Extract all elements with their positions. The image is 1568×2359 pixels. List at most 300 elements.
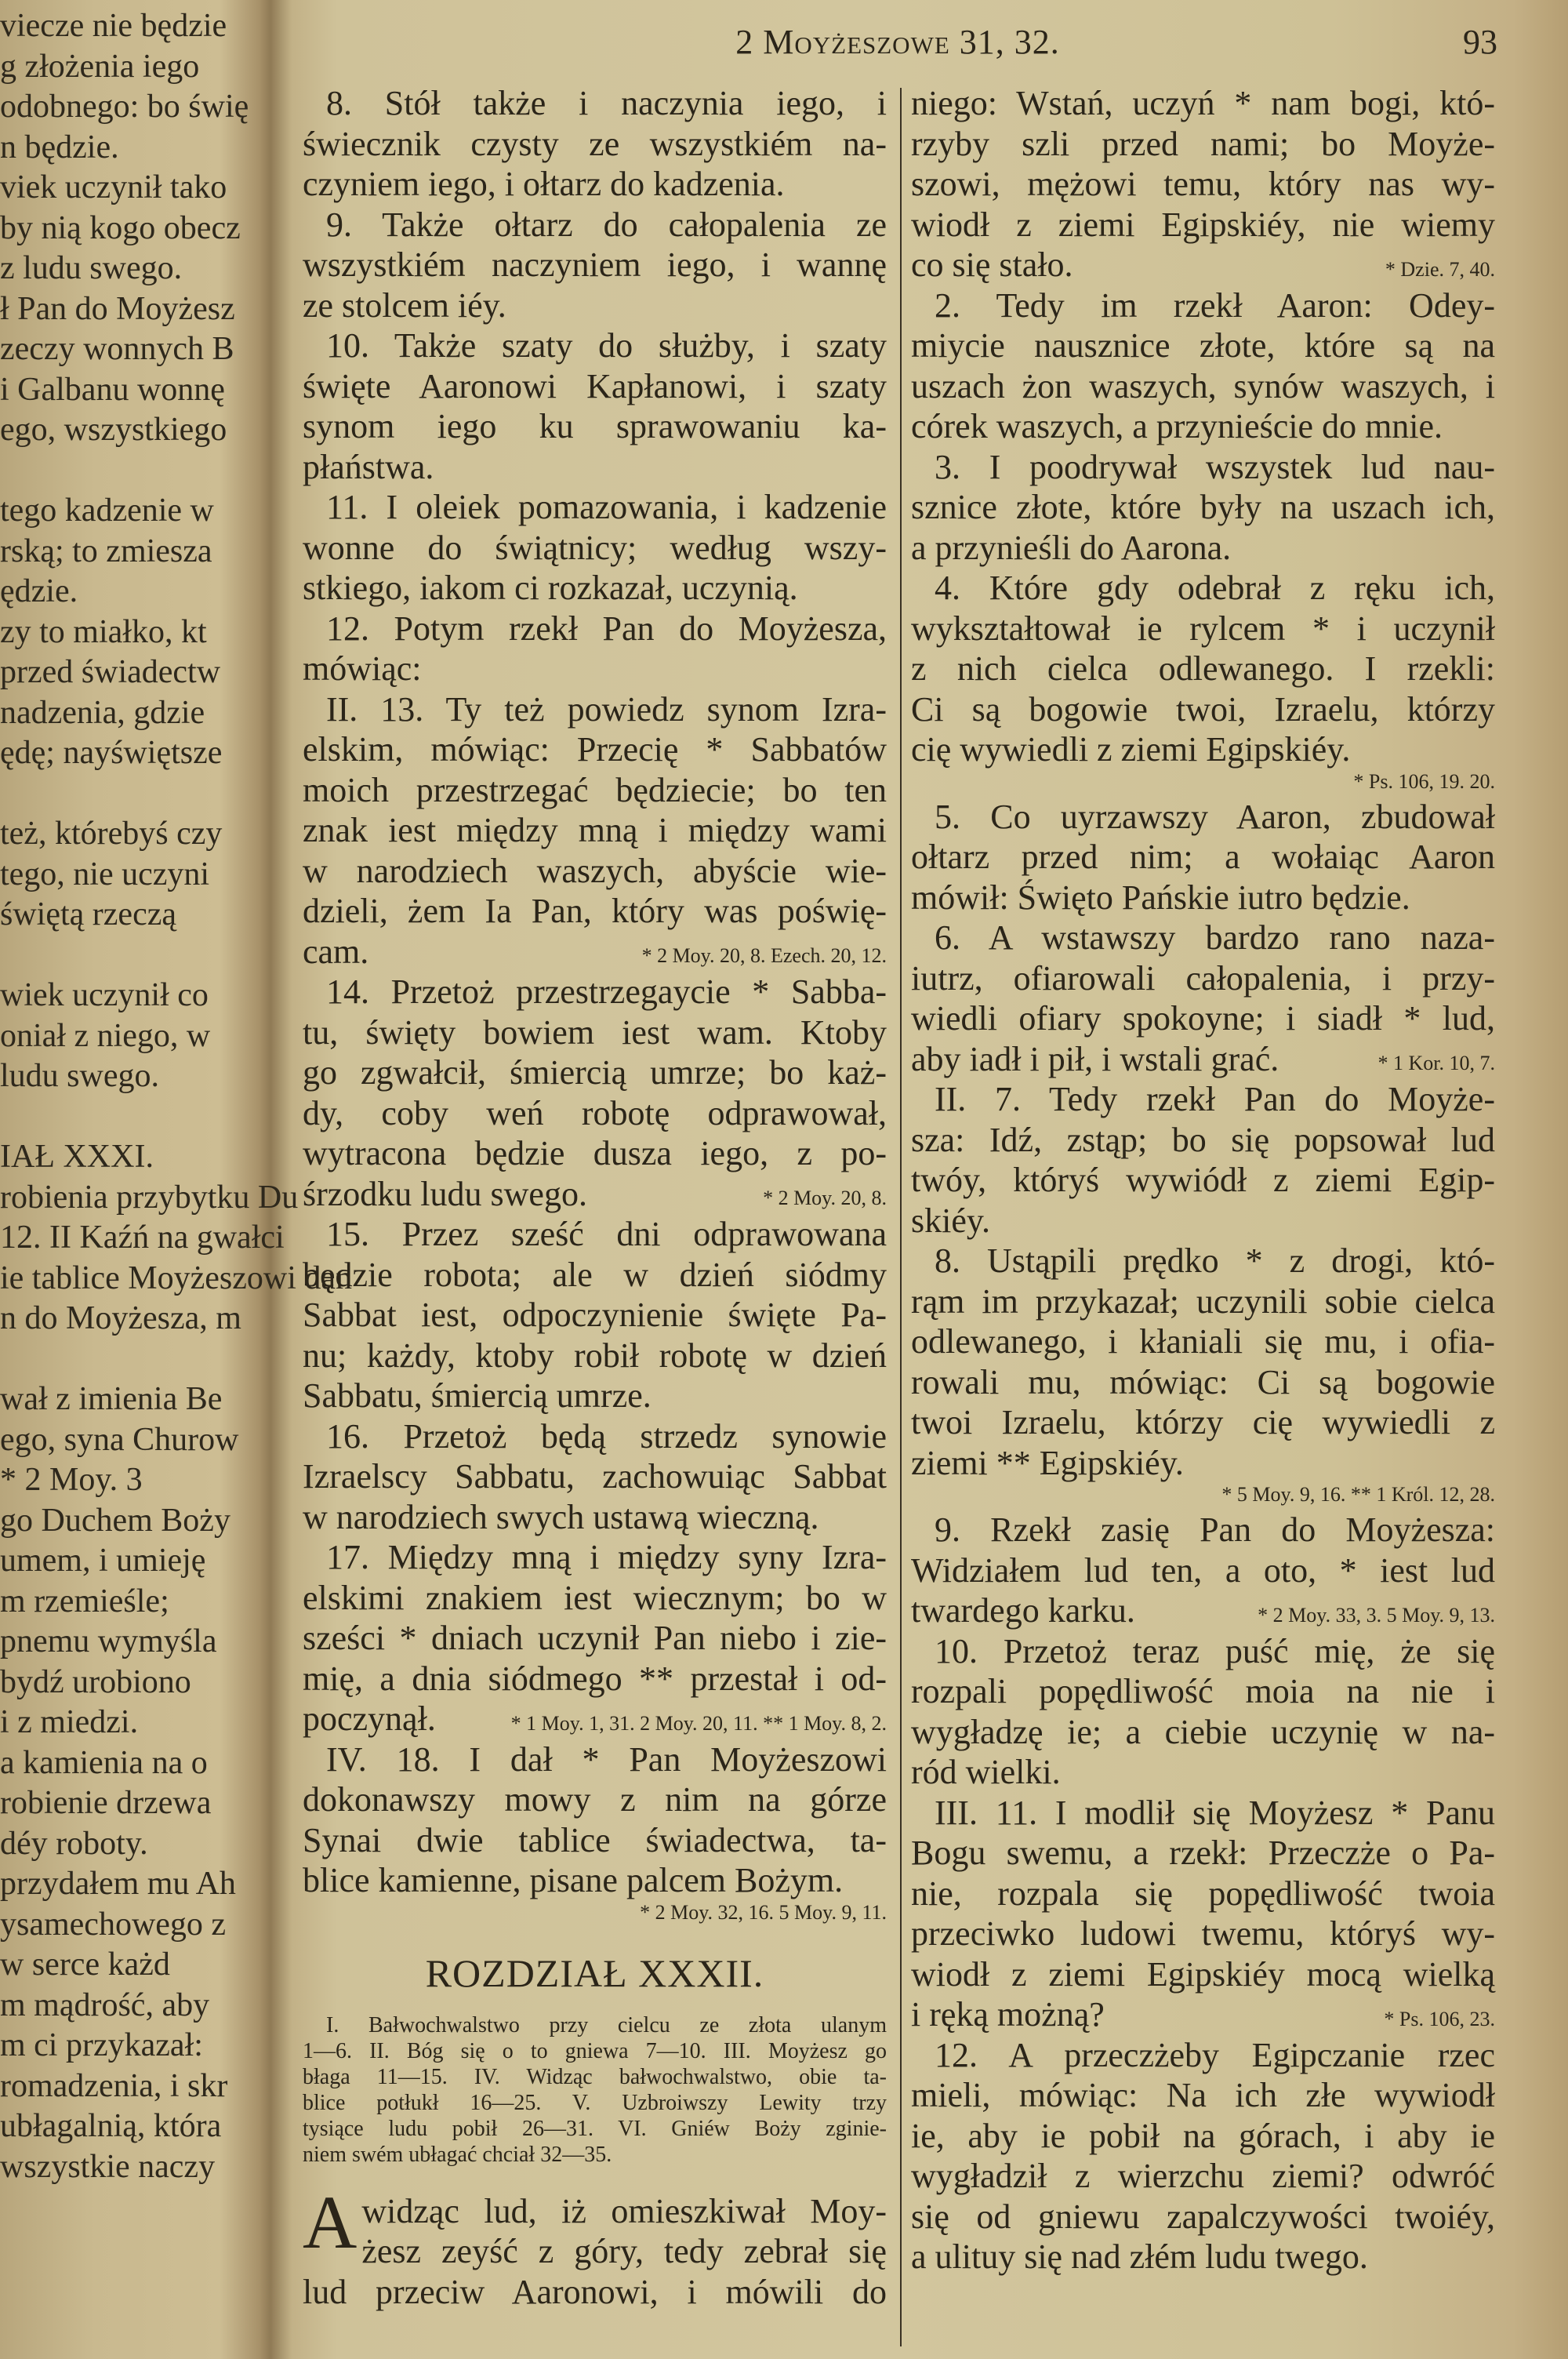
verse-line	[303, 1174, 887, 1215]
verse-text: miycie nausznice złote, które są na	[911, 326, 1495, 365]
verse-text: mię, a dnia siódmego ** przestał i od-	[303, 1659, 887, 1698]
fragment-line: w serce każd	[0, 1946, 170, 1983]
verse-line	[911, 609, 1495, 649]
verse-text: córek waszych, a przynieście do mnie.	[911, 407, 1443, 445]
verse-text: uszach żon waszych, synów waszych, i	[911, 366, 1495, 405]
fragment-line: z ludu swego.	[0, 250, 183, 286]
verse-text: Ci są bogowie twoi, Izraelu, którzy	[911, 689, 1495, 729]
fragment-line: świętą rzeczą	[0, 896, 176, 932]
verse-text: wszystkiém naczyniem iego, i wannę	[303, 245, 887, 284]
verse-text: 3. I poodrywał wszystek lud nau-	[935, 447, 1495, 486]
fragment-line: go Duchem Boży	[0, 1502, 230, 1539]
fragment-line: przed świadectw	[0, 654, 221, 690]
verse-text: twoi Izraelu, którzy cię wywiedli z	[911, 1403, 1495, 1441]
verse-text: w narodziech waszych, abyście wie-	[303, 851, 887, 890]
verse-line	[361, 2231, 887, 2272]
verse-text: żesz zeyść z góry, tedy zebrał się	[361, 2232, 887, 2270]
verse-text: w narodziech swych ustawą wieczną.	[303, 1497, 819, 1536]
fragment-line: ego, syna Churow	[0, 1421, 239, 1458]
verse-line	[911, 2116, 1495, 2157]
verse-line	[303, 1093, 887, 1134]
verse-text: 11. I oleiek pomazowania, i kadzenie	[326, 488, 887, 526]
verse-text: iutrz, ofiarowali całopalenia, i przy-	[911, 958, 1495, 998]
fragment-line: robienie drzewa	[0, 1785, 212, 1821]
verse-text: płaństwa.	[303, 447, 434, 486]
verse-text: się od gniewu zapalczywości twoiéy,	[911, 2197, 1495, 2236]
chapter-summary	[303, 2012, 887, 2168]
verse-text: ze stolcem iéy.	[303, 285, 506, 325]
verse-line	[303, 972, 887, 1012]
verse-text: wygładzę ie; a ciebie uczynię w na-	[911, 1712, 1495, 1751]
verse-line	[911, 1281, 1495, 1322]
cross-reference: * 2 Moy. 33, 3. 5 Moy. 9, 13.	[1258, 1603, 1495, 1627]
verse-line	[303, 851, 887, 892]
verse-paragraph	[303, 487, 887, 609]
verse-text: wykształtował ie rylcem * i uczynił	[911, 609, 1495, 648]
verse-text: 14. Przetoż przestrzegaycie * Sabba-	[326, 972, 887, 1011]
verse-paragraph	[911, 797, 1495, 918]
verse-text: mówił: Święto Pańskie iutro będzie.	[911, 878, 1410, 917]
verse-line	[911, 1631, 1495, 1672]
fragment-line	[0, 936, 256, 976]
verse-paragraph	[303, 205, 887, 326]
verse-line	[911, 124, 1495, 165]
fragment-line: wszystkie naczy	[0, 2148, 216, 2185]
verse-line	[303, 2272, 887, 2313]
verse-paragraph	[911, 1241, 1495, 1510]
fragment-line: rską; to zmiesza	[0, 533, 212, 569]
verse-line	[911, 245, 1495, 285]
fragment-line: wiek uczynił co	[0, 977, 209, 1013]
verse-paragraph	[303, 972, 887, 1214]
verse-line	[911, 1590, 1495, 1631]
fragment-line	[0, 451, 256, 492]
verse-text: Widziałem lud ten, a oto, * iest lud	[911, 1550, 1495, 1590]
running-title: 2 Moyżeszowe 31, 32.	[735, 23, 1060, 61]
verse-paragraph	[911, 568, 1495, 797]
verse-line	[361, 2191, 887, 2232]
verse-text: wygładził z wierzchu ziemi? odwróć	[911, 2157, 1495, 2195]
verse-paragraph	[303, 83, 887, 205]
column-divider	[900, 88, 902, 2346]
verse-text: 16. Przetoż będą strzedz synowie	[326, 1416, 887, 1456]
verse-text: z nich cielca odlewanego. I rzekli:	[911, 649, 1495, 688]
verse-line	[911, 1994, 1495, 2035]
right-column	[911, 83, 1495, 2277]
page-number: 93	[1463, 23, 1497, 61]
verse-line	[911, 1321, 1495, 1362]
chapter-heading: ROZDZIAŁ XXXII.	[425, 1950, 764, 1995]
fragment-line: zeczy wonnych B	[0, 331, 234, 367]
verse-line	[303, 447, 887, 488]
verse-paragraph	[303, 1416, 887, 1538]
verse-line	[911, 1833, 1495, 1874]
fragment-line: pnemu wymyśla	[0, 1623, 217, 1659]
verse-text: mieli, mówiąc: Na ich złe wywiodł	[911, 2076, 1495, 2114]
verse-line	[303, 1336, 887, 1376]
fragment-line: 12. II Kaźń na gwałci	[0, 1219, 285, 1256]
verse-text: II. 13. Ty też powiedz synom Izra-	[326, 689, 887, 729]
verse-line	[303, 770, 887, 811]
verse-text: 8. Stół także i naczynia iego, i	[326, 84, 887, 122]
verse-text: nie, rozpala się popędliwość twoia	[911, 1874, 1495, 1913]
verse-text: twardego karku.	[911, 1591, 1135, 1630]
fragment-line: ysamechowego z	[0, 1906, 227, 1943]
verse-text: rozpali popędliwość moia na nie i	[911, 1672, 1495, 1710]
verse-text: skiéy.	[911, 1201, 991, 1240]
verse-line	[911, 487, 1495, 528]
cross-reference: * 1 Kor. 10, 7.	[1377, 1052, 1495, 1074]
fragment-line: * 2 Moy. 3	[0, 1462, 143, 1498]
fragment-line: tego kadzenie w	[0, 493, 214, 529]
verse-line	[911, 366, 1495, 407]
fragment-line: też, którebyś czy	[0, 816, 223, 852]
verse-text: a przynieśli do Aarona.	[911, 528, 1232, 567]
verse-line	[911, 1550, 1495, 1591]
summary-line: 1—6. II. Bóg się o to gniewa 7—10. III. Moyżesz go	[303, 2038, 887, 2063]
verse-line	[303, 689, 887, 730]
cross-reference: * 1 Moy. 1, 31. 2 Moy. 20, 11. ** 1 Moy. 8, 2.	[510, 1711, 887, 1735]
verse-line	[911, 83, 1495, 124]
verse-line	[911, 1752, 1495, 1793]
fragment-line: ędę; nayświętsze	[0, 735, 223, 771]
verse-text: będzie robota; ale w dzień siódmy	[303, 1255, 887, 1294]
verse-line	[303, 83, 887, 124]
summary-line: I. Bałwochwalstwo przy cielcu ze złota ulanym	[326, 2012, 887, 2037]
verse-line	[911, 958, 1495, 999]
verse-paragraph	[911, 918, 1495, 1079]
verse-paragraph	[303, 325, 887, 487]
fragment-line: tego, nie uczyni	[0, 856, 210, 892]
summary-line: błaga 11—15. IV. Widząc bałwochwalstwo, obie ta-	[303, 2064, 887, 2089]
verse-line	[911, 1402, 1495, 1443]
verse-line	[911, 689, 1495, 730]
verse-text: sześci * dniach uczynił Pan niebo i zie-	[303, 1619, 887, 1657]
verse-text: tu, święty bowiem iest wam. Ktoby	[303, 1012, 887, 1052]
verse-text: dokonawszy mowy z nim na górze	[303, 1780, 887, 1819]
verse-text: Izraelscy Sabbatu, zachowuiąc Sabbat	[303, 1457, 887, 1496]
verse-line	[303, 406, 887, 447]
verse-text: IV. 18. I dał * Pan Moyżeszowi	[326, 1739, 887, 1779]
verse-line	[303, 487, 887, 528]
verse-line	[303, 1012, 887, 1053]
verse-line	[911, 1954, 1495, 1995]
fragment-line: m mądrość, aby	[0, 1986, 210, 2023]
verse-text: śrzodku ludu swego.	[303, 1174, 587, 1213]
verse-line	[303, 891, 887, 932]
verse-text: rąm im przykazał; uczynili sobie cielca	[911, 1281, 1495, 1321]
verse-line	[303, 1618, 887, 1659]
verse-text: 8. Ustąpili prędko * z drogi, któ-	[935, 1241, 1495, 1280]
fragment-line	[0, 1339, 256, 1380]
fragment-line: przydałem mu Ah	[0, 1866, 236, 1902]
verse-text: widząc lud, iż omieszkiwał Moy-	[361, 2191, 887, 2230]
verse-text: 15. Przez sześć dni odprawowana	[326, 1215, 887, 1253]
verse-text: 10. Także szaty do służby, i szaty	[326, 326, 887, 365]
verse-text: nu; każdy, ktoby robił robotę w dzień	[303, 1336, 887, 1375]
verse-line	[303, 325, 887, 366]
fragment-line: ie tablice Moyżeszowi dan	[0, 1259, 352, 1296]
verse-line	[911, 205, 1495, 245]
verse-text: ziemi ** Egipskiéy.	[911, 1443, 1184, 1482]
fragment-line: ędzie.	[0, 573, 78, 609]
verse-text: 17. Między mną i między syny Izra-	[326, 1538, 887, 1576]
fragment-line: viek uczynił tako	[0, 169, 227, 205]
fragment-line: romadzenia, i skr	[0, 2067, 228, 2104]
verse-text: świecznik czysty ze wszystkiém na-	[303, 124, 887, 163]
verse-line	[911, 1914, 1495, 1954]
verse-text: mówiąc:	[303, 649, 422, 688]
verse-line	[303, 245, 887, 285]
verse-text: Sabbat iest, odpoczynienie święte Pa-	[303, 1296, 887, 1334]
verse-line	[911, 164, 1495, 205]
verse-text: cię wywiedli z ziemi Egipskiéy.	[911, 730, 1351, 769]
fragment-line	[0, 774, 256, 815]
running-header	[298, 22, 1497, 69]
verse-line	[303, 1739, 887, 1780]
verse-paragraph	[303, 689, 887, 972]
verse-text: a ulituy się nad złém ludu twego.	[911, 2237, 1368, 2276]
verse-text: Bogu swemu, a rzekł: Przeczże o Pa-	[911, 1834, 1495, 1872]
verse-line	[303, 568, 887, 609]
verse-text: Synai dwie tablice świadectwa, ta-	[303, 1820, 887, 1859]
fragment-line: umem, i umieję	[0, 1543, 206, 1579]
verse-line	[303, 1860, 887, 1901]
verse-line	[303, 205, 887, 245]
verse-paragraph	[911, 1631, 1495, 1793]
verse-paragraph	[911, 83, 1495, 285]
verse-text: przeciwko ludowi twemu, któryś wy-	[911, 1914, 1495, 1953]
verse-line	[911, 1362, 1495, 1403]
verse-text: wiedli ofiary spokoyne; i siadł * lud,	[911, 999, 1495, 1038]
fragment-line	[0, 1097, 256, 1138]
verse-line	[911, 2075, 1495, 2116]
verse-text: moich przestrzegać będziecie; bo ten	[303, 770, 887, 809]
verse-text: ie, aby ie pobił na górach, i aby ie	[911, 2116, 1495, 2155]
verse-text: lud przeciw Aaronowi, i mówili do	[303, 2272, 887, 2311]
verse-line	[911, 1793, 1495, 1834]
verse-text: elskimi znakiem iest wiecznym; bo w	[303, 1578, 887, 1617]
verse-paragraph	[303, 1739, 887, 1928]
verse-text: stkiego, iakom ci rozkazał, uczynią.	[303, 569, 798, 607]
fragment-line: odobnego: bo świę	[0, 89, 249, 125]
verse-line	[911, 1712, 1495, 1753]
verse-line	[911, 1874, 1495, 1914]
verse-text: ród wielki.	[911, 1753, 1061, 1791]
verse-text: 4. Które gdy odebrał z ręku ich,	[935, 569, 1495, 607]
verse-line	[911, 2197, 1495, 2237]
fragment-line: m rzemieśle;	[0, 1583, 169, 1619]
verse-text: aby iadł i pił, i wstali grać.	[911, 1039, 1279, 1078]
fragment-line: n do Moyżesza, m	[0, 1300, 241, 1336]
cross-reference: * 2 Moy. 32, 16. 5 Moy. 9, 11.	[640, 1900, 887, 1924]
verse-text: czyniem iego, i ołtarz do kadzenia.	[303, 165, 785, 203]
verse-text: 10. Przetoż teraz puść mię, że się	[935, 1631, 1495, 1670]
summary-line: blice potłukł 16—25. V. Uzbroiwszy Lewity trzy	[303, 2090, 887, 2115]
fragment-line: bydź urobiono	[0, 1663, 191, 1700]
verse-text: sznice złote, które były na uszach ich,	[911, 488, 1495, 526]
verse-line	[303, 1578, 887, 1619]
verse-text: co się stało.	[911, 245, 1073, 284]
verse-line	[303, 1699, 887, 1739]
fragment-line: wał z imienia Be	[0, 1381, 223, 1417]
verse-text: twóy, któryś wywiódł z ziemi Egip-	[911, 1161, 1495, 1199]
verse-text: 6. A wstawszy bardzo rano naza-	[935, 918, 1495, 957]
verse-text: go zgwałcił, śmiercią umrze; bo każ-	[303, 1053, 887, 1092]
verse-line	[911, 447, 1495, 488]
verse-text: sza: Idź, zstąp; bo się popsował lud	[911, 1120, 1495, 1159]
fragment-line: ludu swego.	[0, 1058, 159, 1094]
fragment-line: a kamienia na o	[0, 1744, 208, 1781]
verse-line	[911, 2156, 1495, 2197]
verse-line	[303, 124, 887, 165]
verse-text: poczynął.	[303, 1699, 436, 1738]
fragment-line: viecze nie będzie	[0, 8, 227, 44]
verse-paragraph	[911, 1793, 1495, 2035]
fragment-line: oniał z niego, w	[0, 1017, 211, 1054]
fragment-line: ego, wszystkiego	[0, 412, 227, 448]
verse-text: Sabbatu, śmiercią umrze.	[303, 1376, 652, 1415]
drop-cap: A	[303, 2179, 358, 2264]
fragment-line: ubłagalnią, która	[0, 2108, 222, 2144]
verse-line	[911, 285, 1495, 326]
fragment-line: nadzenia, gdzie	[0, 694, 205, 731]
verse-line	[911, 1201, 1495, 1241]
fragment-line: by nią kogo obecz	[0, 209, 241, 246]
verse-line	[303, 366, 887, 407]
verse-line	[303, 1133, 887, 1174]
verse-line	[911, 1510, 1495, 1550]
verse-text: II. 7. Tedy rzekł Pan do Moyże-	[935, 1080, 1495, 1118]
verse-line	[911, 2035, 1495, 2076]
verse-line	[911, 878, 1495, 918]
verse-line	[303, 1497, 887, 1538]
summary-line: niem swém ubłagać chciał 32—35.	[303, 2142, 612, 2167]
verse-line	[303, 1456, 887, 1497]
verse-text: cam.	[303, 932, 369, 971]
verse-line	[911, 998, 1495, 1039]
verse-text: i ręką możną?	[911, 1995, 1105, 2034]
verse-line	[911, 729, 1495, 770]
verse-text: dy, coby weń robotę odprawował,	[303, 1093, 887, 1132]
verse-line	[911, 837, 1495, 878]
verse-line	[911, 2237, 1495, 2277]
verse-line	[303, 932, 887, 972]
verse-line	[303, 164, 887, 205]
verse-text: synom iego ku sprawowaniu ka-	[303, 407, 887, 445]
verse-text: rowali mu, mówiąc: Ci są bogowie	[911, 1362, 1495, 1401]
verse-line	[303, 1779, 887, 1820]
verse-line	[911, 1079, 1495, 1120]
verse-paragraph	[303, 609, 887, 689]
verse-line	[303, 1659, 887, 1699]
opening-paragraph	[303, 2179, 887, 2313]
verse-paragraph	[303, 1537, 887, 1739]
verse-line	[303, 810, 887, 851]
summary-line: tysiące ludu pobił 26—31. VI. Gniéw Boży zginie-	[303, 2116, 887, 2141]
cross-reference: * 2 Moy. 20, 8.	[763, 1187, 887, 1209]
verse-line	[911, 649, 1495, 689]
verse-text: wonne do świątnicy; według wszy-	[303, 528, 887, 567]
verse-line	[303, 528, 887, 569]
verse-line	[911, 918, 1495, 958]
verse-line	[303, 1052, 887, 1093]
cross-reference: * 5 Moy. 9, 16. ** 1 Król. 12, 28.	[1221, 1483, 1495, 1506]
verse-paragraph	[303, 1214, 887, 1416]
verse-text: III. 11. I modlił się Moyżesz * Panu	[935, 1793, 1495, 1832]
fragment-line: n będzie.	[0, 129, 119, 165]
verse-line	[911, 1443, 1495, 1484]
fragment-line: robienia przybytku Du	[0, 1179, 299, 1216]
cross-reference: * 2 Moy. 20, 8. Ezech. 20, 12.	[641, 944, 887, 967]
verse-text: wiodł z ziemi Egipskiéy, nie wiemy	[911, 205, 1495, 244]
verse-line	[911, 1039, 1495, 1080]
verse-line	[303, 609, 887, 649]
verse-line	[911, 797, 1495, 838]
verse-text: elskim, mówiąc: Przecię * Sabbatów	[303, 730, 887, 769]
verse-text: blice kamienne, pisane palcem Bożym.	[303, 1861, 844, 1899]
fragment-line: zy to miałko, kt	[0, 613, 207, 650]
verse-text: wiodł z ziemi Egipskiéy mocą wielką	[911, 1954, 1495, 1994]
cross-reference: * Ps. 106, 23.	[1384, 2007, 1495, 2030]
verse-line	[303, 1295, 887, 1336]
verse-line	[303, 1214, 887, 1255]
verse-line	[303, 1255, 887, 1296]
verse-text: 9. Także ołtarz do całopalenia ze	[326, 205, 887, 244]
fragment-line: i z miedzi.	[0, 1704, 139, 1740]
cross-reference: * Dzie. 7, 40.	[1385, 257, 1495, 281]
fragment-line: déy roboty.	[0, 1825, 148, 1862]
verse-line	[911, 1120, 1495, 1161]
middle-column	[303, 83, 887, 2312]
verse-text: 9. Rzekł zasię Pan do Moyżesza:	[935, 1510, 1495, 1549]
verse-text: odlewanego, i kłaniali się mu, i ofia-	[911, 1322, 1495, 1361]
verse-line	[303, 1820, 887, 1861]
verse-line	[303, 1537, 887, 1578]
verse-text: niego: Wstań, uczyń * nam bogi, któ-	[911, 84, 1495, 122]
verse-line	[303, 729, 887, 770]
verse-line	[303, 1376, 887, 1416]
verse-text: szowi, mężowi temu, który nas wy-	[911, 165, 1495, 203]
fragment-line: IAŁ XXXI.	[0, 1139, 154, 1175]
verse-line	[303, 649, 887, 689]
verse-paragraph	[911, 2035, 1495, 2277]
verse-text: 5. Co uyrzawszy Aaron, zbudował	[935, 797, 1495, 836]
verse-line	[303, 1416, 887, 1457]
verse-line	[911, 568, 1495, 609]
verse-line	[303, 285, 887, 326]
verse-text: święte Aaronowi Kapłanowi, i szaty	[303, 366, 887, 405]
verse-line	[911, 1241, 1495, 1281]
verse-line	[911, 1160, 1495, 1201]
verse-line	[911, 406, 1495, 447]
verse-paragraph	[911, 1510, 1495, 1631]
fragment-line: i Galbanu wonnę	[0, 371, 225, 408]
fragment-line: m ci przykazał:	[0, 2027, 203, 2063]
verse-line	[911, 528, 1495, 569]
verse-text: 12. Potym rzekł Pan do Moyżesza,	[326, 609, 887, 648]
verse-text: rzyby szli przed nami; bo Moyże-	[911, 124, 1495, 163]
verse-line	[911, 325, 1495, 366]
fragment-line: g złożenia iego	[0, 48, 200, 85]
verse-paragraph	[911, 447, 1495, 569]
verse-text: 12. A przeczżeby Egipczanie rzec	[935, 2035, 1495, 2074]
verse-text: dzieli, żem Ia Pan, który was poświę-	[303, 892, 887, 930]
verse-text: wytracona będzie dusza iego, z po-	[303, 1134, 887, 1172]
verse-text: 2. Tedy im rzekł Aaron: Odey-	[935, 285, 1495, 325]
cross-reference: * Ps. 106, 19. 20.	[1353, 769, 1495, 793]
verse-paragraph	[911, 1079, 1495, 1241]
